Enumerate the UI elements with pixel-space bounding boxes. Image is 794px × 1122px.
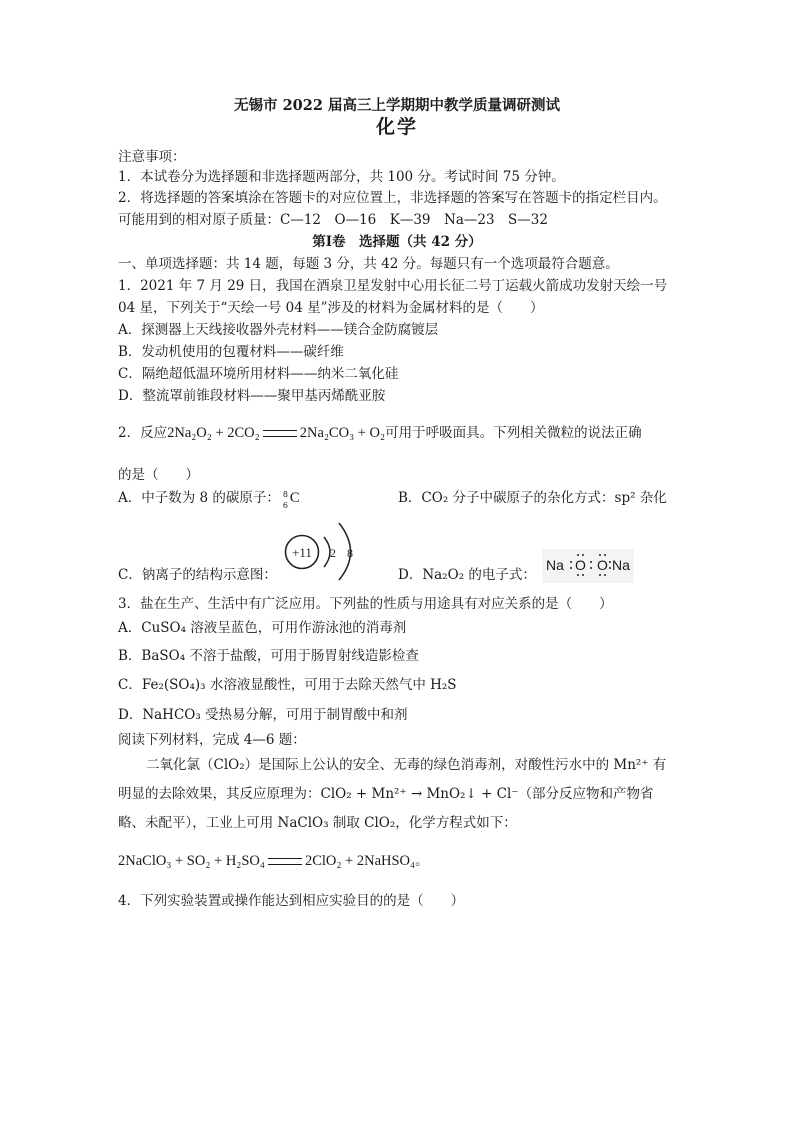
exam-title: 无锡市 2022 届高三上学期期中教学质量调研测试	[234, 97, 560, 114]
atomic-masses: 可能用到的相对原子质量：C—12 O—16 K—39 Na—23 S—32	[118, 212, 548, 228]
reading-intro: 阅读下列材料，完成 4—6 题：	[118, 732, 306, 748]
lewis-oxygen-2: O	[597, 557, 608, 573]
electron-dot-icon	[590, 561, 592, 563]
q2-stem-line2: 的是（ ）	[118, 467, 199, 483]
q3-option-d: D．NaHCO₃ 受热易分解，可用于制胃酸中和剂	[118, 707, 408, 723]
reading-paragraph-line2: 明显的去除效果，其反应原理为：ClO₂ + Mn²⁺ → MnO₂↓ + Cl⁻（部分反应物和产物省	[118, 786, 654, 802]
lewis-na-left: Na	[546, 557, 564, 573]
element-symbol: C	[289, 490, 300, 506]
q1-stem-line2: 04 星，下列关于“天绘一号 04 星”涉及的材料为金属材料的是（ ）	[118, 300, 544, 316]
electron-dot-icon	[590, 567, 592, 569]
electron-dot-icon	[570, 561, 572, 563]
electron-dot-icon	[570, 567, 572, 569]
part1-instruction: 一、单项选择题：共 14 题，每题 3 分，共 42 分。每题只有一个选项最符合题意。	[118, 256, 619, 272]
q3-option-b: B．BaSO₄ 不溶于盐酸，可用于肠胃射线造影检查	[118, 648, 419, 664]
q3-option-a: A．CuSO₄ 溶液呈蓝色，可用作游泳池的消毒剂	[118, 620, 407, 636]
q2-equation-right: 2Na₂CO₃ + O₂	[299, 425, 386, 441]
q1-option-d: D．整流罩前锥段材料——聚甲基丙烯酰亚胺	[118, 388, 386, 404]
q2-option-a-text: A．中子数为 8 的碳原子：	[118, 490, 280, 506]
reading-equation-right: 2ClO₂ + 2NaHSO₄	[304, 853, 416, 869]
q2-stem-line1	[118, 424, 642, 442]
atomic-number: 6	[282, 501, 289, 510]
q2-option-c: C．钠离子的结构示意图：	[118, 567, 277, 583]
lewis-oxygen-1: O	[575, 557, 586, 573]
q2-suffix: 可用于呼吸面具。下列相关微粒的说法正确	[385, 425, 642, 441]
q2-prefix: 2．反应	[118, 425, 168, 441]
q1-option-a: A．探测器上天线接收器外壳材料——镁合金防腐镀层	[118, 322, 439, 338]
electron-dot-icon	[604, 574, 606, 576]
subject-title: 化学	[375, 116, 418, 138]
notice-heading: 注意事项：	[118, 149, 186, 165]
equals-sign-icon	[263, 430, 297, 437]
q2-option-a	[118, 489, 300, 510]
q1-option-b: B．发动机使用的包覆材料——碳纤维	[118, 344, 344, 360]
notice-item-2: 2．将选择题的答案填涂在答题卡的对应位置上，非选择题的答案写在答题卡的指定栏目内。	[118, 190, 667, 206]
mass-number: 8	[282, 490, 289, 499]
q3-stem: 3．盐在生产、生活中有广泛应用。下列盐的性质与用途具有对应关系的是（ ）	[118, 596, 613, 612]
reading-paragraph-line3: 略、未配平），工业上可用 NaClO₃ 制取 ClO₂，化学方程式如下：	[118, 815, 517, 831]
shell1-electrons: 2	[330, 546, 336, 560]
nucleus-charge: +11	[292, 545, 312, 560]
q2-option-b: B．CO₂ 分子中碳原子的杂化方式：sp² 杂化	[398, 490, 667, 506]
nuclide-notation	[280, 489, 290, 510]
q2-option-d: D．Na₂O₂ 的电子式：	[398, 567, 536, 583]
electron-dot-icon	[582, 574, 584, 576]
sodium-peroxide-electron-formula	[542, 549, 634, 583]
q2-equation-left: 2Na₂O₂ + 2CO₂	[167, 425, 260, 441]
electron-dot-icon	[599, 574, 601, 576]
part1-heading: 第Ⅰ卷 选择题（共 42 分）	[312, 234, 482, 250]
reading-equation-end: 。	[415, 853, 429, 869]
reading-equation	[118, 852, 429, 870]
q3-option-c: C．Fe₂(SO₄)₃ 水溶液显酸性，可用于去除天然气中 H₂S	[118, 677, 457, 693]
equals-sign-icon	[268, 858, 302, 865]
reading-equation-left: 2NaClO₃ + SO₂ + H₂SO₄	[118, 853, 265, 869]
q4-stem: 4．下列实验装置或操作能达到相应实验目的的是（ ）	[118, 893, 465, 909]
reading-paragraph-line1: 二氧化氯（ClO₂）是国际上公认的安全、无毒的绿色消毒剂，对酸性污水中的 Mn²⁺ 有	[146, 757, 667, 773]
lewis-na-right: Na	[612, 557, 630, 573]
sodium-ion-structure-diagram	[280, 517, 362, 581]
notice-item-1: 1．本试卷分为选择题和非选择题两部分，共 100 分。考试时间 75 分钟。	[118, 169, 565, 185]
shell2-electrons: 8	[347, 546, 353, 560]
q1-option-c: C．隔绝超低温环境所用材料——纳米二氧化硅	[118, 366, 399, 382]
q1-stem-line1: 1．2021 年 7 月 29 日，我国在酒泉卫星发射中心用长征二号丁运载火箭成功发射天绘一号	[118, 278, 668, 294]
electron-dot-icon	[577, 574, 579, 576]
